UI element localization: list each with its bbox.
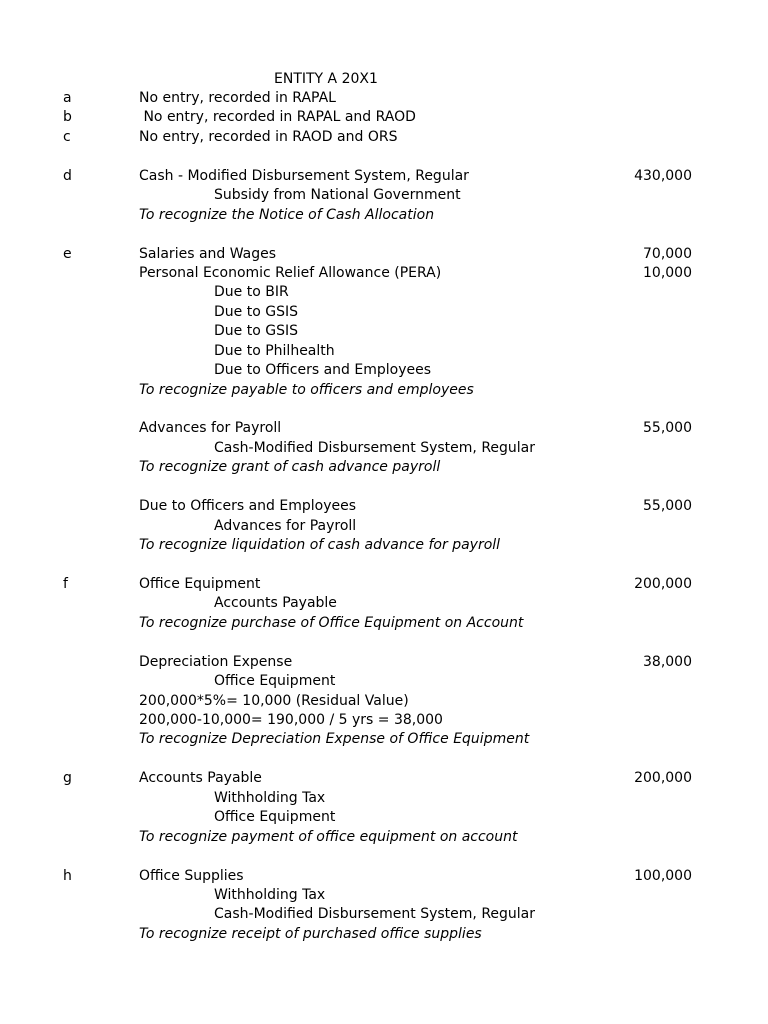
journal-row xyxy=(0,419,768,438)
document-title: ENTITY A 20X1 xyxy=(274,71,378,87)
credit-account: Office Equipment xyxy=(214,673,336,690)
credit-account: Due to Philhealth xyxy=(214,342,335,359)
journal-row xyxy=(0,867,768,886)
journal-row xyxy=(0,186,768,205)
debit-amount: 55,000 xyxy=(643,498,692,515)
account-text: 200,000-10,000= 190,000 / 5 yrs = 38,000 xyxy=(139,712,443,728)
credit-account: Accounts Payable xyxy=(214,595,337,612)
journal-row xyxy=(0,789,768,808)
journal-row xyxy=(0,497,768,516)
debit-amount: 38,000 xyxy=(643,653,692,670)
journal-row xyxy=(0,536,768,555)
account-text: No entry, recorded in RAPAL xyxy=(139,90,336,106)
account-text: Due to Officers and Employees xyxy=(139,498,357,515)
entry-explanation: To recognize payment of office equipment on account xyxy=(139,828,518,845)
journal-row xyxy=(0,381,768,400)
entry-letter: d xyxy=(63,167,72,184)
entry-explanation: To recognize Depreciation Expense of Office Equipment xyxy=(139,731,530,748)
blank-row xyxy=(0,556,768,575)
debit-amount: 55,000 xyxy=(643,420,692,437)
journal-row xyxy=(0,925,768,944)
blank-row xyxy=(0,847,768,866)
blank-row xyxy=(0,147,768,166)
blank-row xyxy=(0,400,768,419)
journal-row xyxy=(0,575,768,594)
credit-account: Cash-Modified Disbursement System, Regular xyxy=(214,906,536,923)
entry-explanation: To recognize payable to officers and employees xyxy=(139,381,474,398)
entry-explanation: To recognize the Notice of Cash Allocation xyxy=(139,206,435,223)
credit-account: Due to GSIS xyxy=(214,303,298,320)
debit-amount: 200,000 xyxy=(634,770,692,787)
account-text: Salaries and Wages xyxy=(139,245,277,262)
journal-row xyxy=(0,128,768,147)
entry-letter: f xyxy=(63,575,68,592)
entry-letter: b xyxy=(63,109,72,126)
journal-row xyxy=(0,108,768,127)
journal-row xyxy=(0,594,768,613)
journal-row xyxy=(0,245,768,264)
debit-amount: 10,000 xyxy=(643,264,692,281)
journal-row xyxy=(0,517,768,536)
journal-row xyxy=(0,769,768,788)
account-text: No entry, recorded in RAPAL and RAOD xyxy=(139,109,416,126)
account-text: Office Equipment xyxy=(139,575,261,592)
journal-entries xyxy=(0,89,768,944)
credit-account: Office Equipment xyxy=(214,809,336,826)
journal-row xyxy=(0,828,768,847)
account-text: Office Supplies xyxy=(139,867,244,884)
journal-row xyxy=(0,439,768,458)
account-text: 200,000*5%= 10,000 (Residual Value) xyxy=(139,692,409,709)
journal-row xyxy=(0,653,768,672)
entry-explanation: To recognize liquidation of cash advance for payroll xyxy=(139,537,501,554)
journal-row xyxy=(0,808,768,827)
journal-row xyxy=(0,167,768,186)
journal-row xyxy=(0,361,768,380)
blank-row xyxy=(0,633,768,652)
debit-amount: 430,000 xyxy=(634,167,692,184)
account-text: Depreciation Expense xyxy=(139,653,293,670)
credit-account: Withholding Tax xyxy=(214,886,326,903)
account-text: Advances for Payroll xyxy=(139,420,282,437)
entry-letter: a xyxy=(63,90,72,106)
entry-explanation: To recognize receipt of purchased office supplies xyxy=(139,925,482,942)
journal-row xyxy=(0,711,768,730)
entry-explanation: To recognize purchase of Office Equipment on Account xyxy=(139,614,524,631)
credit-account: Cash-Modified Disbursement System, Regular xyxy=(214,439,536,456)
journal-row xyxy=(0,342,768,361)
credit-account: Withholding Tax xyxy=(214,789,326,806)
debit-amount: 200,000 xyxy=(634,575,692,592)
debit-amount: 70,000 xyxy=(643,245,692,262)
journal-row xyxy=(0,905,768,924)
account-text: Personal Economic Relief Allowance (PERA) xyxy=(139,264,442,281)
account-text: No entry, recorded in RAOD and ORS xyxy=(139,128,398,145)
credit-account: Due to BIR xyxy=(214,284,289,301)
account-text: Accounts Payable xyxy=(139,770,262,787)
debit-amount: 100,000 xyxy=(634,867,692,884)
blank-row xyxy=(0,478,768,497)
credit-account: Subsidy from National Government xyxy=(214,187,461,204)
entry-letter: h xyxy=(63,867,72,884)
journal-row xyxy=(0,672,768,691)
journal-row xyxy=(0,692,768,711)
journal-row xyxy=(0,322,768,341)
blank-row xyxy=(0,225,768,244)
journal-row xyxy=(0,886,768,905)
journal-row xyxy=(0,730,768,749)
credit-account: Due to GSIS xyxy=(214,323,298,340)
journal-row xyxy=(0,283,768,302)
journal-row xyxy=(0,303,768,322)
journal-row xyxy=(0,206,768,225)
blank-row xyxy=(0,750,768,769)
credit-account: Advances for Payroll xyxy=(214,517,357,534)
journal-row xyxy=(0,89,768,108)
entry-letter: c xyxy=(63,128,71,145)
credit-account: Due to Officers and Employees xyxy=(214,362,432,379)
journal-row xyxy=(0,264,768,283)
entry-explanation: To recognize grant of cash advance payroll xyxy=(139,459,441,476)
journal-row xyxy=(0,458,768,477)
entry-letter: g xyxy=(63,770,72,787)
entry-letter: e xyxy=(63,245,72,262)
account-text: Cash - Modified Disbursement System, Regular xyxy=(139,167,469,184)
journal-row xyxy=(0,614,768,633)
